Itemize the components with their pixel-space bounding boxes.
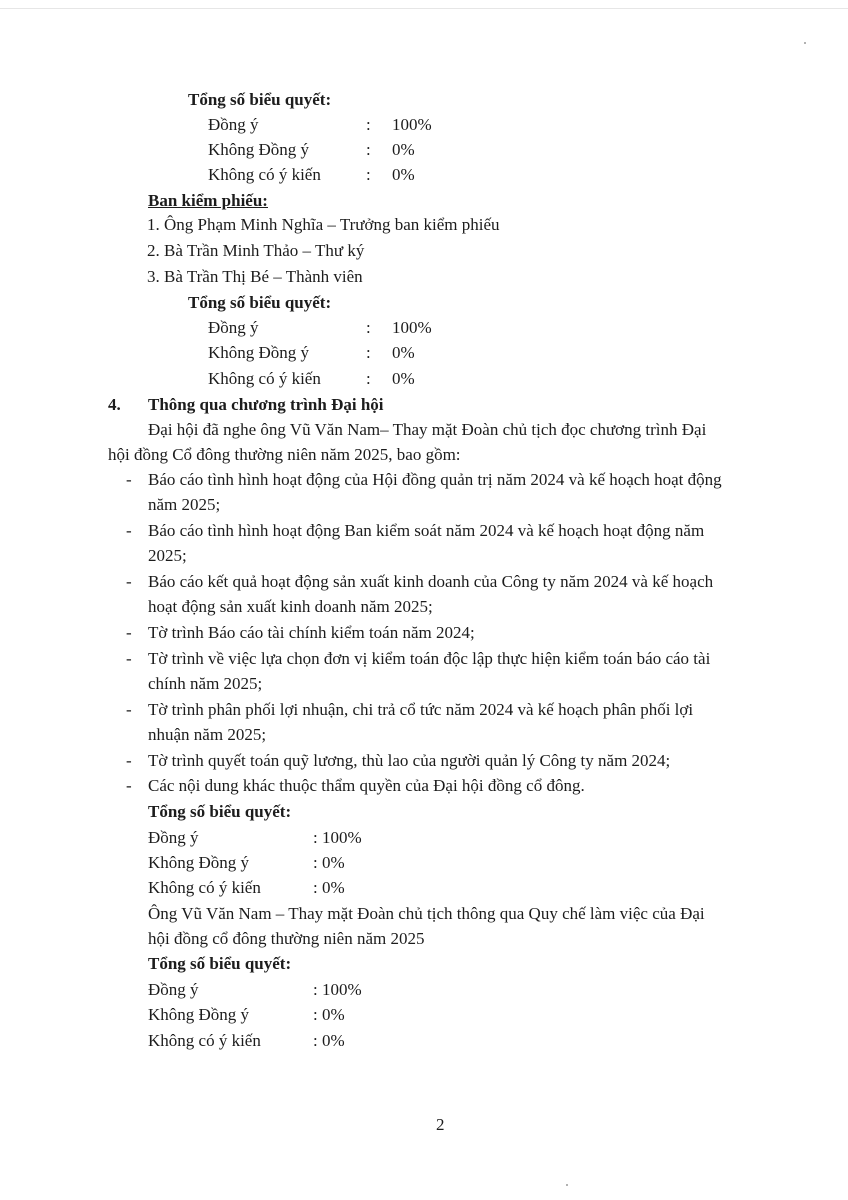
vote-value-disagree: 0% bbox=[392, 140, 415, 159]
bullet-line: nhuận năm 2025; bbox=[148, 725, 267, 744]
section-number: 4. bbox=[108, 395, 121, 414]
bullet-line: Tờ trình Báo cáo tài chính kiểm toán năm 2024; bbox=[148, 623, 475, 642]
ban-member-1: 1. Ông Phạm Minh Nghĩa – Trưởng ban kiểm phiếu bbox=[147, 215, 500, 234]
scan-speck bbox=[804, 42, 806, 44]
bullet-dash: - bbox=[126, 470, 132, 489]
bullet-line: Tờ trình phân phối lợi nhuận, chi trả cổ tức năm 2024 và kế hoạch phân phối lợi bbox=[148, 700, 694, 719]
vote-sep: : bbox=[366, 343, 371, 362]
ban-kiem-phieu-heading: Ban kiểm phiếu: bbox=[148, 191, 268, 210]
ban-member-2: 2. Bà Trần Minh Thảo – Thư ký bbox=[147, 241, 365, 260]
intro-line: hội đồng Cổ đông thường niên năm 2025, bao gồm: bbox=[108, 445, 461, 464]
vote-heading-1: Tổng số biểu quyết: bbox=[188, 90, 332, 109]
rules-line: hội đồng cổ đông thường niên năm 2025 bbox=[148, 929, 425, 948]
intro-line: Đại hội đã nghe ông Vũ Văn Nam– Thay mặt Đoàn chủ tịch đọc chương trình Đại bbox=[148, 420, 707, 439]
vote-value-agree: 100% bbox=[392, 115, 432, 134]
vote-sep: : bbox=[366, 369, 371, 388]
vote-value-agree: 100% bbox=[392, 318, 432, 337]
scan-edge-line bbox=[0, 8, 848, 9]
vote-value-agree: : 100% bbox=[313, 828, 362, 847]
bullet-line: Tờ trình về việc lựa chọn đơn vị kiểm toán độc lập thực hiện kiểm toán báo cáo tài bbox=[148, 649, 711, 668]
bullet-dash: - bbox=[126, 623, 132, 642]
vote-label-no-opinion: Không có ý kiến bbox=[208, 369, 321, 388]
vote-value-disagree: : 0% bbox=[313, 853, 345, 872]
vote-label-agree: Đồng ý bbox=[208, 318, 259, 337]
vote-sep: : bbox=[366, 140, 371, 159]
vote-value-no-opinion: : 0% bbox=[313, 878, 345, 897]
vote-label-disagree: Không Đồng ý bbox=[148, 1005, 250, 1024]
vote-value-no-opinion: 0% bbox=[392, 369, 415, 388]
rules-line: Ông Vũ Văn Nam – Thay mặt Đoàn chủ tịch thông qua Quy chế làm việc của Đại bbox=[148, 904, 705, 923]
vote-label-disagree: Không Đồng ý bbox=[208, 343, 310, 362]
vote-heading-4: Tổng số biểu quyết: bbox=[148, 954, 292, 973]
vote-label-agree: Đồng ý bbox=[148, 828, 199, 847]
bullet-line: Tờ trình quyết toán quỹ lương, thù lao của người quản lý Công ty năm 2024; bbox=[148, 751, 671, 770]
vote-label-no-opinion: Không có ý kiến bbox=[148, 878, 261, 897]
bullet-line: Báo cáo tình hình hoạt động Ban kiểm soát năm 2024 và kế hoạch hoạt động năm bbox=[148, 521, 705, 540]
vote-value-disagree: : 0% bbox=[313, 1005, 345, 1024]
vote-value-disagree: 0% bbox=[392, 343, 415, 362]
page-number: 2 bbox=[436, 1115, 445, 1134]
bullet-dash: - bbox=[126, 776, 132, 795]
bullet-dash: - bbox=[126, 700, 132, 719]
bullet-line: năm 2025; bbox=[148, 495, 221, 514]
vote-label-disagree: Không Đồng ý bbox=[208, 140, 310, 159]
bullet-line: hoạt động sản xuất kinh doanh năm 2025; bbox=[148, 597, 433, 616]
bullet-line: chính năm 2025; bbox=[148, 674, 263, 693]
vote-sep: : bbox=[366, 165, 371, 184]
vote-heading-2: Tổng số biểu quyết: bbox=[188, 293, 332, 312]
vote-label-agree: Đồng ý bbox=[148, 980, 199, 999]
bullet-line: Báo cáo tình hình hoạt động của Hội đồng quản trị năm 2024 và kế hoạch hoạt động bbox=[148, 470, 722, 489]
bullet-dash: - bbox=[126, 572, 132, 591]
bullet-line: 2025; bbox=[148, 546, 187, 565]
vote-label-no-opinion: Không có ý kiến bbox=[208, 165, 321, 184]
vote-value-no-opinion: : 0% bbox=[313, 1031, 345, 1050]
bullet-dash: - bbox=[126, 521, 132, 540]
vote-sep: : bbox=[366, 115, 371, 134]
vote-value-no-opinion: 0% bbox=[392, 165, 415, 184]
bullet-dash: - bbox=[126, 751, 132, 770]
section-title: Thông qua chương trình Đại hội bbox=[148, 395, 384, 414]
vote-value-agree: : 100% bbox=[313, 980, 362, 999]
vote-label-agree: Đồng ý bbox=[208, 115, 259, 134]
scan-speck bbox=[566, 1184, 568, 1186]
vote-heading-3: Tổng số biểu quyết: bbox=[148, 802, 292, 821]
vote-label-disagree: Không Đồng ý bbox=[148, 853, 250, 872]
ban-member-3: 3. Bà Trần Thị Bé – Thành viên bbox=[147, 267, 363, 286]
bullet-dash: - bbox=[126, 649, 132, 668]
bullet-line: Báo cáo kết quả hoạt động sản xuất kinh doanh của Công ty năm 2024 và kế hoạch bbox=[148, 572, 714, 591]
bullet-line: Các nội dung khác thuộc thẩm quyền của Đại hội đồng cổ đông. bbox=[148, 776, 585, 795]
vote-label-no-opinion: Không có ý kiến bbox=[148, 1031, 261, 1050]
vote-sep: : bbox=[366, 318, 371, 337]
